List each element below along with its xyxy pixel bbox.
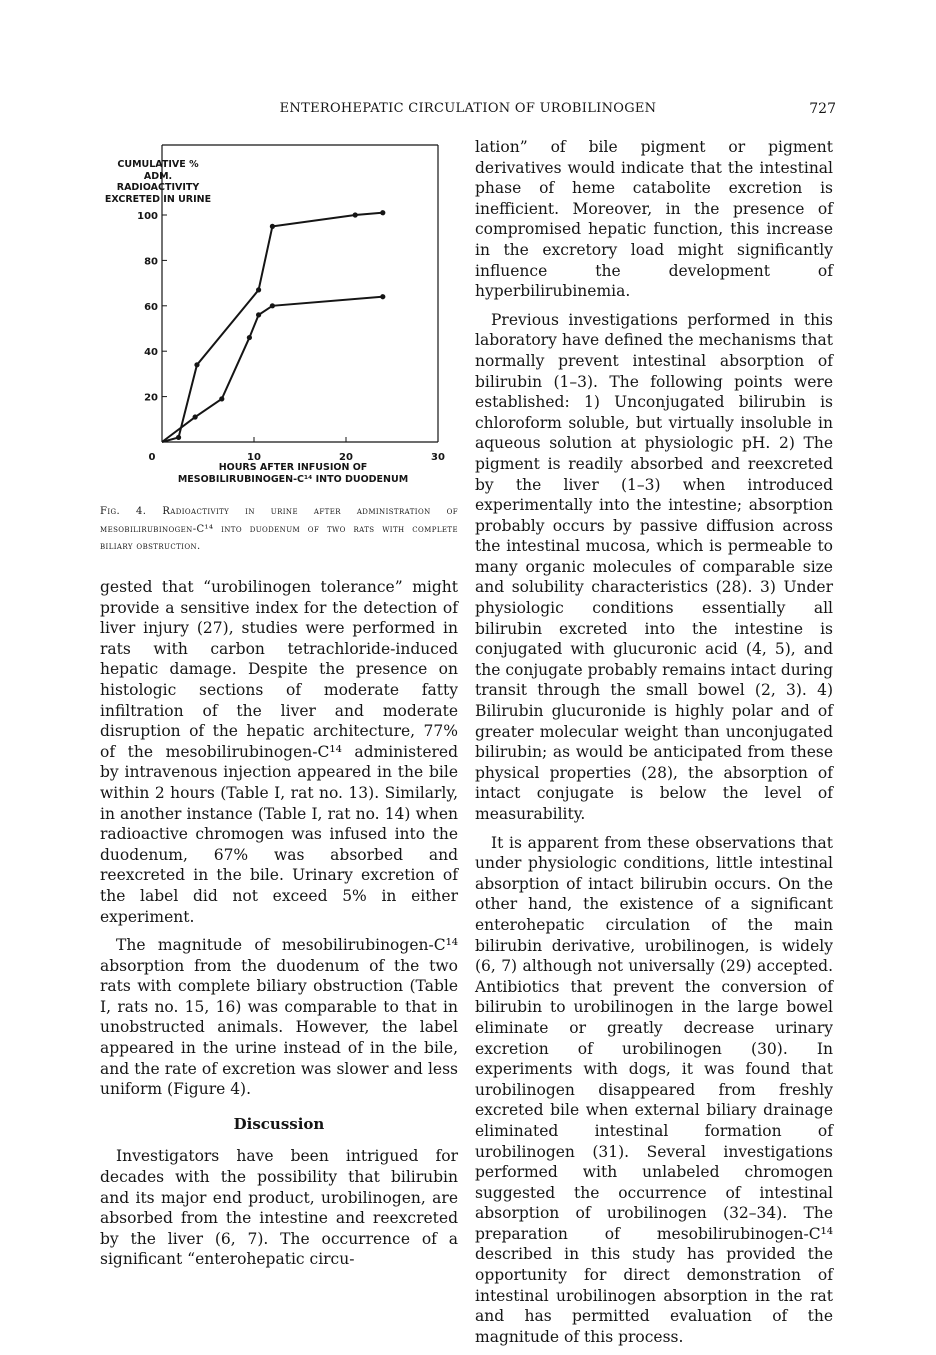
data-point — [380, 210, 385, 215]
y-axis-title-line: EXCRETED IN URINE — [104, 193, 212, 205]
data-point — [270, 224, 275, 229]
x-axis-title — [160, 462, 426, 486]
series-line — [162, 213, 383, 442]
data-point — [380, 294, 385, 299]
body-paragraph: Investigators have been intrigued for decades with the possibility that bilirubin and its major end product, urobilinogen, are absorbed from the intestine and reexcreted by the liver (6, 7). The occurrence of a significant “enterohepatic circu- — [100, 1147, 458, 1269]
body-paragraph: It is apparent from these observations that under physiologic conditions, little intestinal absorption of intact bilirubin occurs. On the other hand, the existence of a significant enterohepatic circulation of the main bilirubin derivative, urobilinogen, is widely (6, 7) although not universally (29) accepted. Antibiotics that prevent the conversion of bilirubin to urobilinogen in the large bowel eliminate or greatly decrease urinary excretion of urobilinogen (30). In experiments with dogs, it was found that urobilinogen disappeared from freshly excreted bile when external biliary drainage eliminated intestinal formation of urobilinogen (31). Several investigations performed with unlabeled chromogen suggested the occurrence of intestinal absorption of urobilinogen (32–34). The preparation of mesobilirubinogen-C¹⁴ described in this study has provided the opportunity for direct demonstration of intestinal urobilinogen absorption in the rat and has permitted evaluation of the magnitude of this process. — [475, 833, 833, 1346]
page-header — [100, 101, 836, 123]
figure-caption — [100, 503, 458, 556]
caption-label: Fig. 4. — [100, 506, 147, 517]
data-point — [256, 312, 261, 317]
body-paragraph: lation” of bile pigment or pigment derivatives would indicate that the intestinal phase of heme catabolite excretion is inefficient. Moreover, in the presence of compromised hepatic function, this increase in the excretory load might significantly influence the development of hyperbilirubinemia. — [475, 138, 833, 301]
data-point — [353, 212, 358, 217]
data-point — [256, 287, 261, 292]
data-point — [247, 335, 252, 340]
left-column — [100, 137, 458, 1278]
y-axis-title — [104, 159, 212, 205]
right-column — [475, 137, 833, 1355]
y-tick-label: 100 — [137, 211, 158, 222]
data-point — [193, 414, 198, 419]
caption-text: Radioactivity in urine after administration of mesobilirubinogen-C¹⁴ into duodenum of two rats with complete biliary obstruction. — [100, 506, 458, 552]
section-heading: Discussion — [233, 1114, 325, 1133]
body-paragraph: gested that “urobilinogen tolerance” might provide a sensitive index for the detection of liver injury (27), studies were performed in rats with carbon tetrachloride-induced hepatic damage. Despite the presence on histologic sections of moderate fatty infiltration of the liver and moderate disruption of the hepatic architecture, 77% of the mesobilirubinogen-C¹⁴ administered by intravenous injection appeared in the bile within 2 hours (Table I, rat no. 13). Similarly, in another instance (Table I, rat no. 14) when radioactive chromogen was infused into the duodenum, 67% was absorbed and reexcreted in the bile. Urinary excretion of the label did not exceed 5% in either experiment. — [100, 578, 458, 926]
y-tick-label: 60 — [144, 301, 158, 313]
x-axis-title-line: MESOBILIRUBINOGEN-C¹⁴ INTO DUODENUM — [177, 474, 409, 485]
body-paragraph: Previous investigations performed in this laboratory have defined the mechanisms that normally prevent intestinal absorption of bilirubin (1–3). The following points were established: 1) Unconjugated bilirubin is chloroform soluble, but virtually insoluble in aqueous solution at physiologic pH. 2) The pigment is readily absorbed and reexcreted by the liver (1–3) when introduced experimentally into the intestine; absorption probably occurs by passive diffusion across the intestinal mucosa, which is permeable to many organic molecules of comparable size and solubility characteristics (28). 3) Under physiologic conditions essentially all bilirubin excreted into the intestine is conjugated with glucuronic acid (4, 5), and the conjugate probably remains intact during transit through the small bowel (2, 3). 4) Bilirubin glucuronide is highly polar and of greater molecular weight than unconjugated bilirubin; as would be anticipated from these physical properties (28), the absorption of intact conjugate is below the level of measurability. — [475, 310, 833, 823]
y-tick-label: 40 — [144, 347, 158, 359]
x-tick-label: 10 — [247, 452, 261, 463]
figure-4 — [100, 137, 458, 577]
x-tick-label: 30 — [431, 452, 445, 463]
page-number: 727 — [809, 101, 836, 117]
x-tick-label: 0 — [148, 452, 156, 463]
body-paragraph: The magnitude of mesobilirubinogen-C¹⁴ absorption from the duodenum of the two rats with complete biliary obstruction (Table I, rats no. 15, 16) was comparable to that in unobstructed animals. However, the label appeared in the urine instead of in the bile, and the rate of excretion was slower and less uniform (Figure 4). — [100, 936, 458, 1099]
data-point — [176, 435, 181, 440]
data-point — [194, 362, 199, 367]
y-axis-title-line: CUMULATIVE % — [117, 159, 199, 170]
data-point — [270, 303, 275, 308]
y-axis-title-line: ADM. RADIOACTIVITY — [116, 170, 200, 193]
y-tick-label: 20 — [144, 392, 158, 404]
x-axis-title-line: HOURS AFTER INFUSION OF — [218, 462, 368, 473]
x-tick-label: 20 — [339, 452, 353, 463]
running-head: ENTEROHEPATIC CIRCULATION OF UROBILINOGEN — [279, 101, 657, 116]
y-tick-label: 80 — [144, 256, 158, 268]
data-point — [219, 396, 224, 401]
